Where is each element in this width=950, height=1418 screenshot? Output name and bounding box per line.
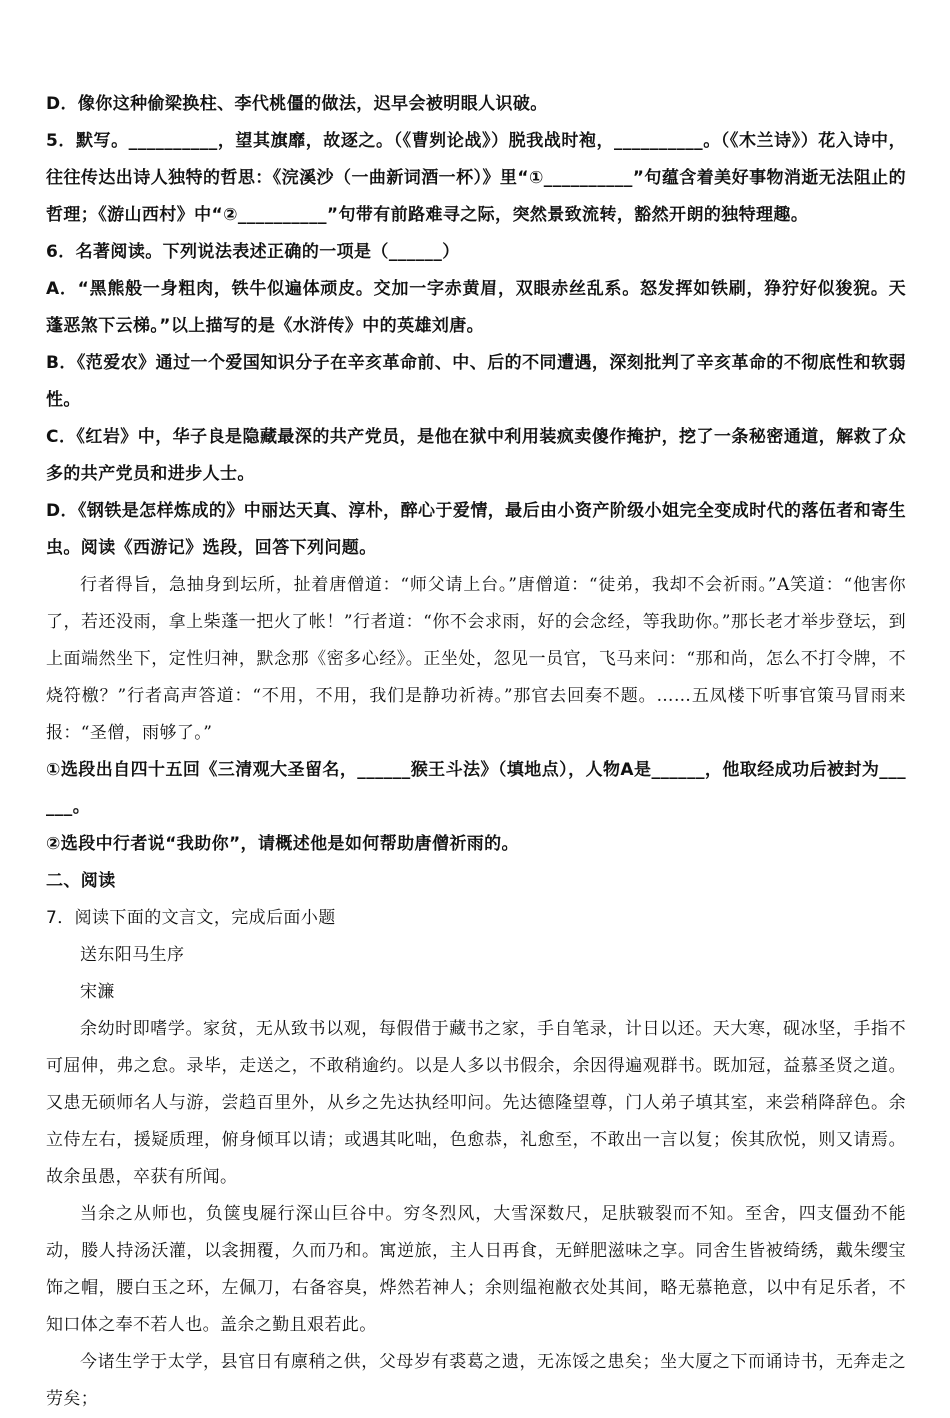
paragraph: 今诸生学于太学，县官日有廪稍之供，父母岁有裘葛之遗，无冻馁之患矣；坐大厦之下而诵诗书，无奔走之劳矣； (46, 1352, 906, 1409)
paragraph: C．《红岩》中，华子良是隐藏最深的共产党员，是他在狱中利用装疯卖傻作掩护，挖了一条秘密通道，解救了众多的共产党员和进步人士。 (46, 427, 906, 484)
paragraph: A．“黑熊般一身粗肉，铁牛似遍体顽皮。交加一字赤黄眉，双眼赤丝乱系。怒发挥如铁刷，狰狞好似狻猊。天蓬恶煞下云梯。”以上描写的是《水浒传》中的英雄刘唐。 (46, 279, 906, 336)
paragraph: 当余之从师也，负箧曳屣行深山巨谷中。穷冬烈风，大雪深数尺，足肤皲裂而不知。至舍，四支僵劲不能动，媵人持汤沃灌，以衾拥覆，久而乃和。寓逆旅，主人日再食，无鲜肥滋味之享。同舍生皆被绮绣，戴朱缨宝饰之帽，腰白玉之环，左佩刀，右备容臭，烨然若神人；余则缊袍敝衣处其间，略无慕艳意，以中有足乐者，不知口体之奉不若人也。盖余之勤且艰若此。 (46, 1204, 906, 1335)
paragraph: 6．名著阅读。下列说法表述正确的一项是（______） (46, 242, 460, 262)
document-body (46, 86, 906, 1418)
paragraph: B．《范爱农》通过一个爱国知识分子在辛亥革命前、中、后的不同遭遇，深刻批判了辛亥革命的不彻底性和软弱性。 (46, 353, 906, 410)
paragraph: D．《钢铁是怎样炼成的》中丽达天真、淳朴，醉心于爱情，最后由小资产阶级小姐完全变成时代的落伍者和寄生虫。阅读《西游记》选段，回答下列问题。 (46, 501, 906, 558)
paragraph: 宋濂 (80, 982, 115, 1002)
paragraph: 二、阅读 (46, 871, 116, 891)
paragraph: 行者得旨，急抽身到坛所，扯着唐僧道：“师父请上台。”唐僧道：“徒弟，我却不会祈雨。”A笑道：“他害你了，若还没雨，拿上柴蓬一把火了帐！”行者道：“你不会求雨，好的会念经，等我助你。”那长老才举步登坛，到上面端然坐下，定性归神，默念那《密多心经》。正坐处，忽见一员官，飞马来问：“那和尚，怎么不打令牌，不烧符檄？”行者高声答道：“不用，不用，我们是静功祈祷。”那官去回奏不题。……五凤楼下听事官策马冒雨来报：“圣僧，雨够了。” (46, 575, 906, 743)
paragraph: ②选段中行者说“我助你”，请概述他是如何帮助唐僧祈雨的。 (46, 834, 519, 854)
paragraph: 5．默写。__________，望其旗靡，故逐之。（《曹刿论战》）脱我战时袍，__________。（《木兰诗》）花入诗中，往往传达出诗人独特的哲思：《浣溪沙（一曲新词酒一杯）》里“①__________”句蕴含着美好事物消逝无法阻止的哲理；《游山西村》中“②__________”句带有前路难寻之际，突然景致流转，豁然开朗的独特理趣。 (46, 131, 906, 225)
paragraph: 余幼时即嗜学。家贫，无从致书以观，每假借于藏书之家，手自笔录，计日以还。天大寒，砚冰坚，手指不可屈伸，弗之怠。录毕，走送之，不敢稍逾约。以是人多以书假余，余因得遍观群书。既加冠，益慕圣贤之道。又患无硕师名人与游，尝趋百里外，从乡之先达执经叩问。先达德隆望尊，门人弟子填其室，来尝稍降辞色。余立侍左右，援疑质理，俯身倾耳以请；或遇其叱咄，色愈恭，礼愈至，不敢出一言以复；俟其欣悦，则又请焉。故余虽愚，卒获有所闻。 (46, 1019, 906, 1187)
paragraph: 送东阳马生序 (80, 945, 185, 965)
paragraph: ①选段出自四十五回《三清观大圣留名，______猴王斗法》（填地点），人物A是______，他取经成功后被封为______。 (46, 760, 906, 817)
paragraph: 7．阅读下面的文言文，完成后面小题 (46, 908, 336, 928)
paragraph: D．像你这种偷梁换柱、李代桃僵的做法，迟早会被明眼人识破。 (46, 94, 548, 114)
